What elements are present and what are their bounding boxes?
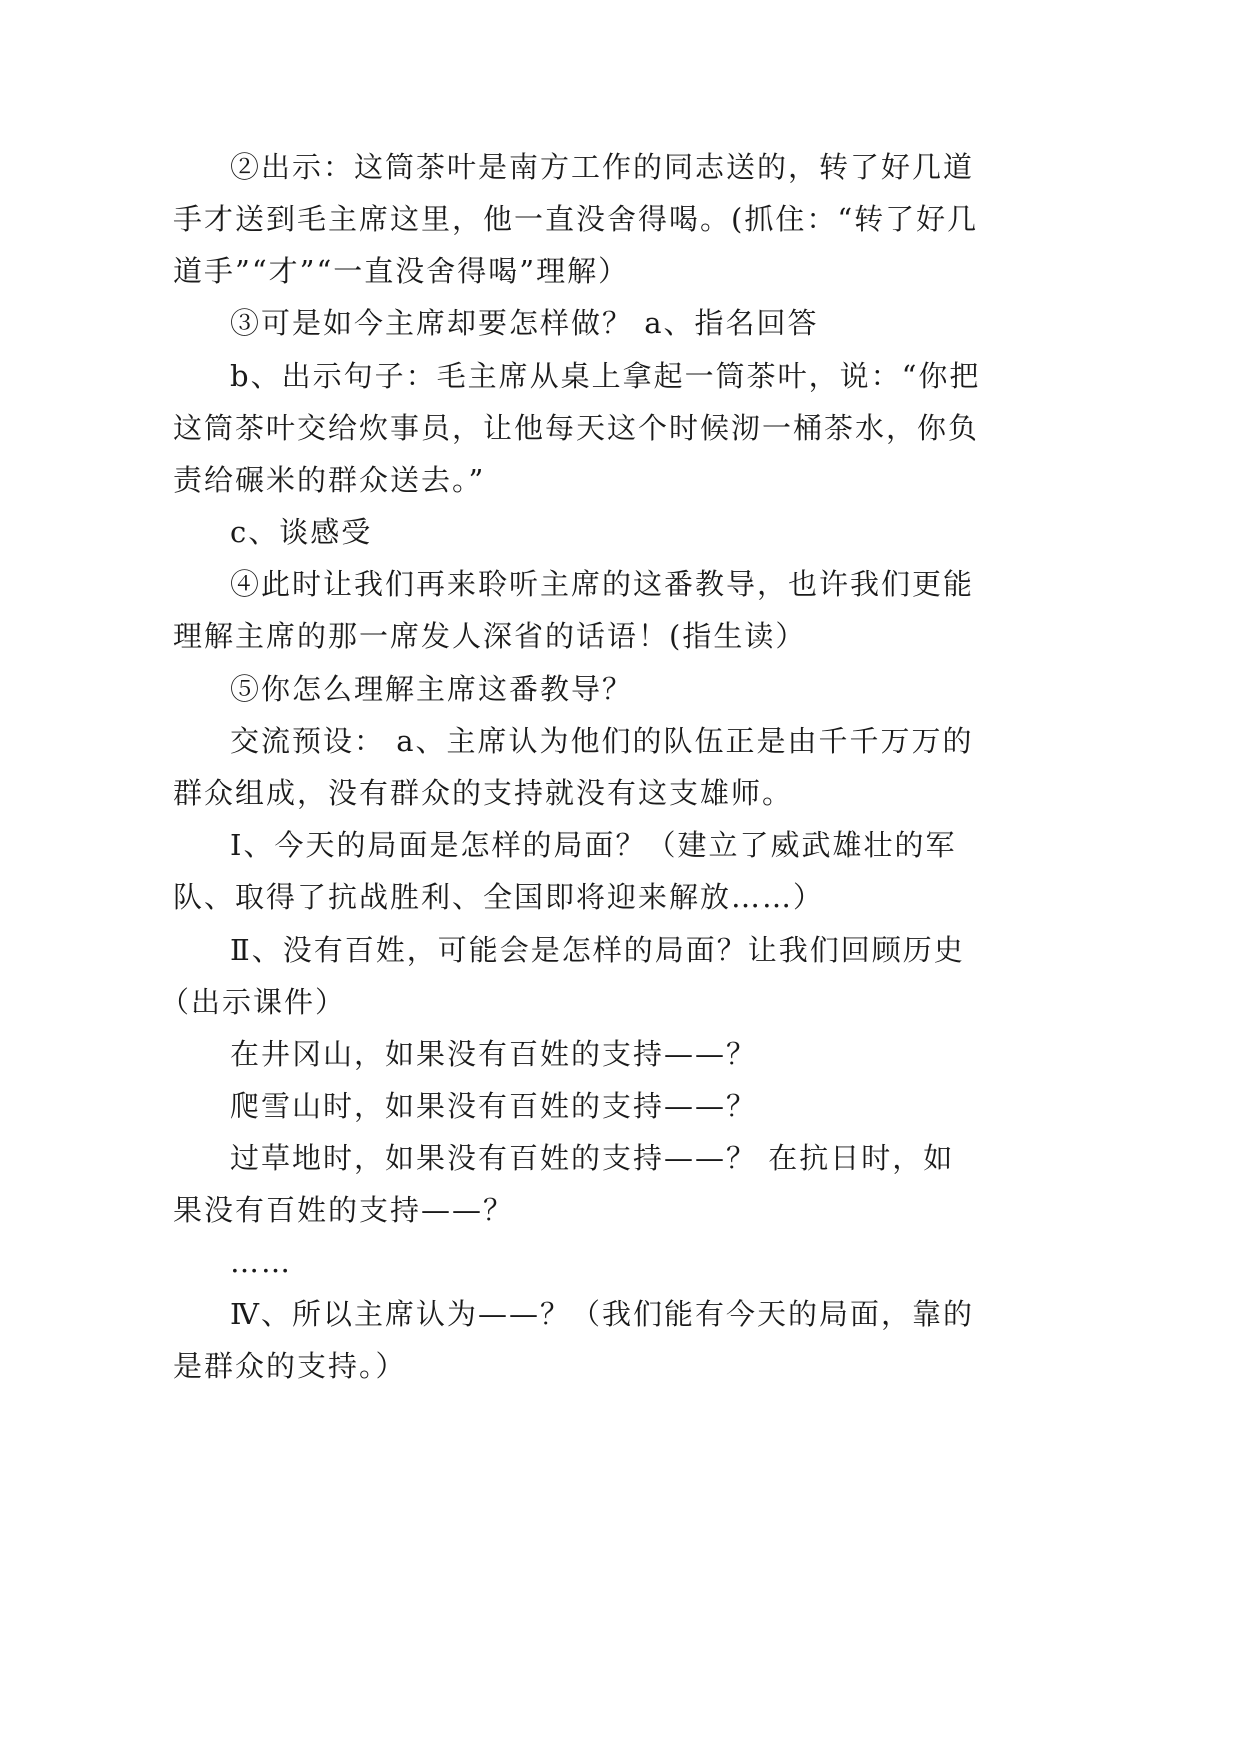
text-line: 过草地时，如果没有百姓的支持——？ 在抗日时，如 <box>230 1141 955 1175</box>
text-line: ②出示：这筒茶叶是南方工作的同志送的，转了好几道 <box>230 150 975 184</box>
text-line: c、谈感受 <box>230 515 373 549</box>
text-line: ③可是如今主席却要怎样做？ a、指名回答 <box>230 306 819 340</box>
text-line: Ⅳ、所以主席认为——？（我们能有今天的局面，靠的 <box>230 1297 974 1331</box>
text-line: 交流预设： a、主席认为他们的队伍正是由千千万万的 <box>230 724 974 758</box>
text-line: 道手”“才”“一直没舍得喝”理解） <box>173 254 630 288</box>
text-line: Ⅰ、今天的局面是怎样的局面？（建立了威武雄壮的军 <box>230 828 957 862</box>
text-line: 爬雪山时，如果没有百姓的支持——？ <box>230 1089 758 1123</box>
text-line: 群众组成，没有群众的支持就没有这支雄师。 <box>173 776 794 810</box>
text-line: …… <box>230 1245 292 1279</box>
text-line: （出示课件） <box>160 985 347 1019</box>
text-line: b、出示句子：毛主席从桌上拿起一筒茶叶，说：“你把 <box>230 359 981 393</box>
text-line: 手才送到毛主席这里，他一直没舍得喝。(抓住：“转了好几 <box>173 202 979 236</box>
text-line: ⑤你怎么理解主席这番教导？ <box>230 672 634 706</box>
text-line: Ⅱ、没有百姓，可能会是怎样的局面？让我们回顾历史 <box>230 933 965 967</box>
text-line: 果没有百姓的支持——？ <box>173 1193 515 1227</box>
text-line: 是群众的支持。） <box>173 1349 407 1383</box>
text-line: 责给碾米的群众送去。” <box>173 463 486 497</box>
text-line: ④此时让我们再来聆听主席的这番教导，也许我们更能 <box>230 567 975 601</box>
text-line: 队、取得了抗战胜利、全国即将迎来解放……） <box>173 880 825 914</box>
text-line: 这筒茶叶交给炊事员，让他每天这个时候沏一桶茶水，你负 <box>173 411 980 445</box>
text-line: 在井冈山，如果没有百姓的支持——？ <box>230 1037 758 1071</box>
text-line: 理解主席的那一席发人深省的话语！(指生读） <box>173 619 807 653</box>
